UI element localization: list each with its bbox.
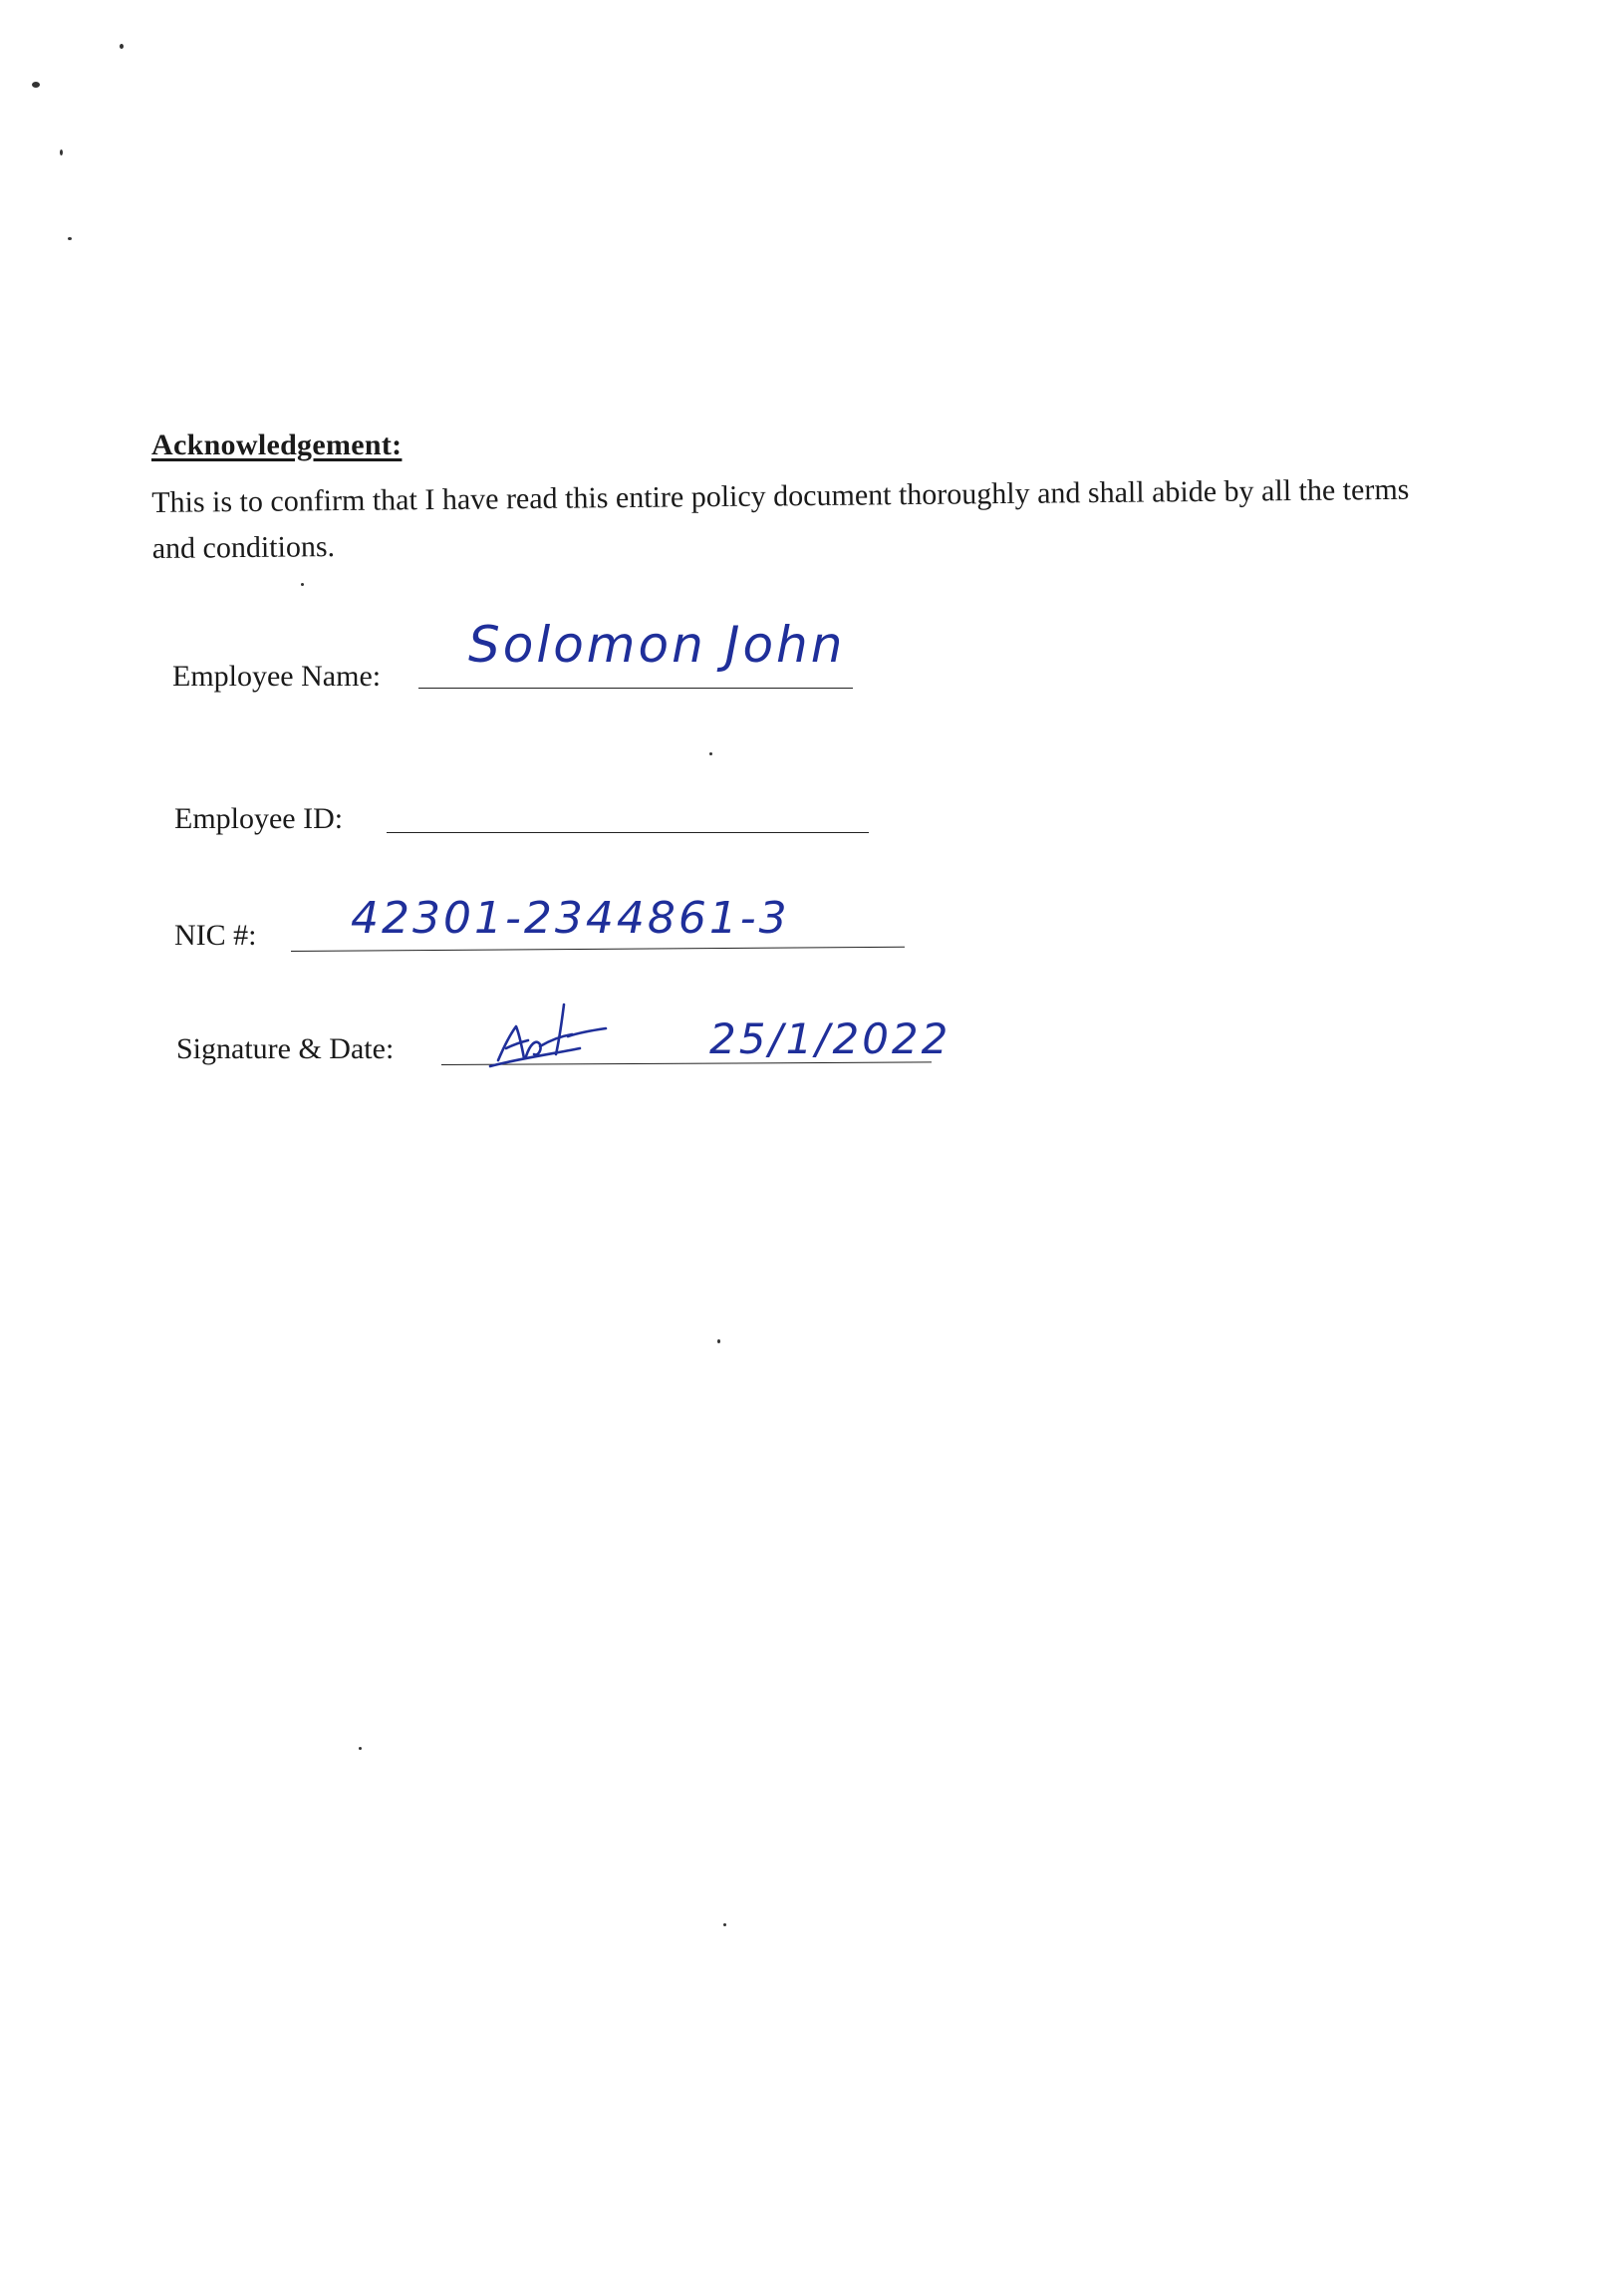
signature-date-label: Signature & Date: [176, 1032, 395, 1065]
scan-speck [60, 149, 63, 155]
scan-speck [68, 237, 72, 240]
employee-id-label: Employee ID: [174, 802, 344, 835]
employee-name-value: Solomon John [468, 616, 846, 674]
scan-speck [359, 1747, 362, 1750]
scan-speck [709, 752, 712, 755]
signature-date-value: 25/1/2022 [709, 1014, 951, 1063]
employee-id-line [387, 832, 869, 833]
acknowledgement-statement: This is to confirm that I have read this entire policy document thoroughly and shall abide by all the terms and conditions. [151, 472, 1410, 565]
scan-speck [120, 44, 124, 49]
nic-label: NIC #: [174, 919, 257, 952]
scan-speck [723, 1923, 726, 1926]
scan-speck [717, 1339, 720, 1343]
nic-value: 42301-2344861-3 [351, 893, 790, 944]
signature-mark [480, 997, 620, 1076]
employee-name-label: Employee Name: [172, 660, 382, 693]
employee-name-line [418, 688, 853, 689]
scan-speck [32, 82, 40, 88]
acknowledgement-heading: Acknowledgement: [151, 429, 403, 461]
nic-line [291, 947, 905, 952]
scan-speck [301, 583, 304, 586]
